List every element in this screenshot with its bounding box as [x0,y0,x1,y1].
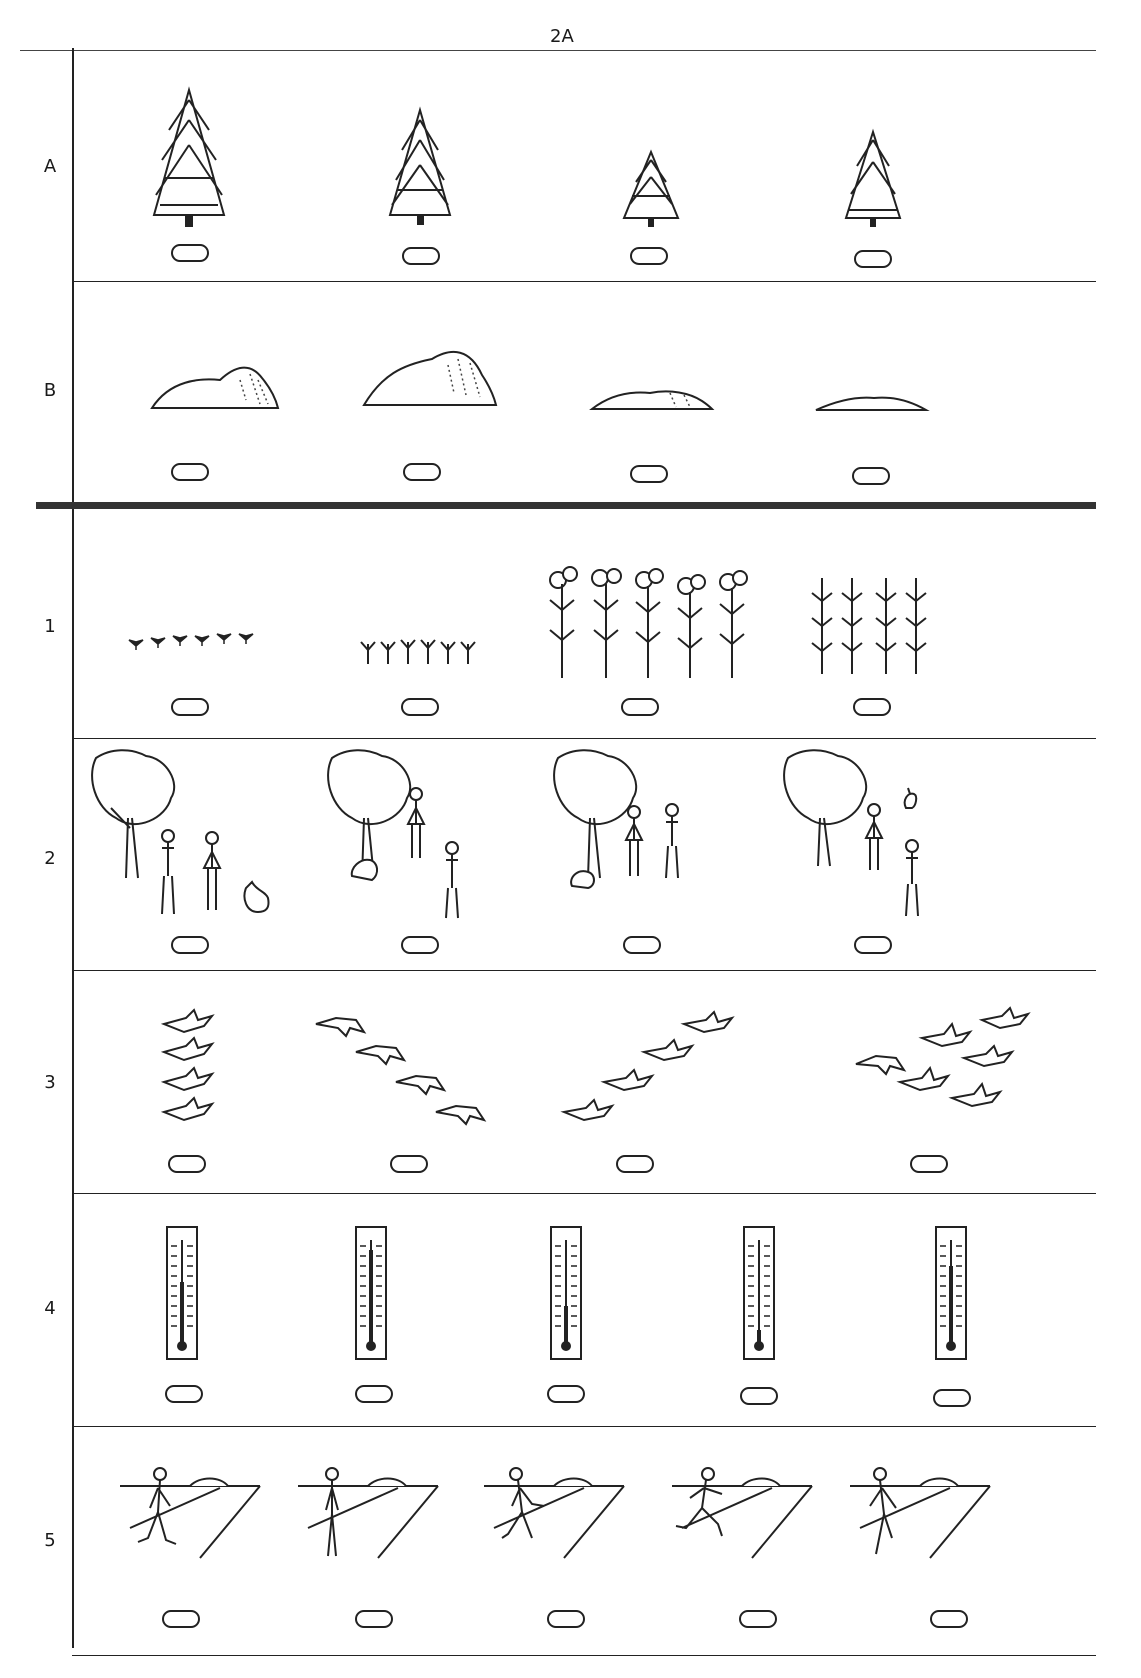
row-label-4: 4 [44,1298,56,1319]
answer-bubble-b-2[interactable] [403,463,441,481]
pile-small-picture [590,385,714,411]
tree-small-picture [620,152,682,232]
page-label: 2A [550,26,574,47]
row-divider [72,1426,1096,1427]
answer-bubble-3-1[interactable] [168,1155,206,1173]
answer-bubble-3-2[interactable] [390,1155,428,1173]
birds-descending-picture [312,1010,482,1130]
row-label-2: 2 [44,848,56,869]
park-scene-2-picture [322,748,492,918]
answer-bubble-1-4[interactable] [853,698,891,716]
tree-medium-picture [382,110,458,230]
park-scene-3-picture [548,748,718,898]
answer-bubble-b-4[interactable] [852,467,890,485]
row-label-a: A [43,156,57,177]
answer-bubble-4-3[interactable] [547,1385,585,1403]
answer-bubble-2-2[interactable] [401,936,439,954]
answer-bubble-4-2[interactable] [355,1385,393,1403]
row-divider [72,281,1096,282]
answer-bubble-b-1[interactable] [171,463,209,481]
row-label-3: 3 [44,1072,56,1093]
row-divider [72,970,1096,971]
answer-bubble-a-3[interactable] [630,247,668,265]
answer-bubble-1-2[interactable] [401,698,439,716]
row-label-b: B [43,380,57,401]
answer-bubble-a-1[interactable] [171,244,209,262]
answer-bubble-4-5[interactable] [933,1389,971,1407]
answer-bubble-5-4[interactable] [739,1610,777,1628]
answer-bubble-4-4[interactable] [740,1387,778,1405]
answer-bubble-5-1[interactable] [162,1610,200,1628]
thermometer-2-picture [355,1226,387,1360]
top-rule [20,50,1096,51]
park-scene-1-picture [86,748,276,918]
tree-medium-small-picture [840,132,906,232]
row-divider [72,738,1096,739]
thermometer-5-picture [935,1226,967,1360]
answer-bubble-5-5[interactable] [930,1610,968,1628]
birds-ascending-picture [560,1010,730,1130]
pile-large-picture [150,360,280,410]
walker-4-picture [672,1468,822,1568]
flowering-plants-picture [538,570,758,680]
answer-bubble-5-2[interactable] [355,1610,393,1628]
answer-bubble-2-3[interactable] [623,936,661,954]
walker-1-picture [120,1468,280,1568]
answer-bubble-4-1[interactable] [165,1385,203,1403]
answer-bubble-1-1[interactable] [171,698,209,716]
thermometer-4-picture [743,1226,775,1360]
row-divider [72,1193,1096,1194]
walker-3-picture [484,1468,634,1568]
answer-bubble-b-3[interactable] [630,465,668,483]
walker-2-picture [298,1468,448,1568]
thermometer-1-picture [166,1226,198,1360]
tree-large-picture [144,90,234,230]
thermometer-3-picture [550,1226,582,1360]
answer-bubble-3-3[interactable] [616,1155,654,1173]
row-label-1: 1 [44,616,56,637]
birds-scattered-picture [852,1008,1032,1118]
answer-bubble-2-4[interactable] [854,936,892,954]
sprouts-picture [126,626,256,652]
practice-divider [36,502,1096,509]
answer-bubble-2-1[interactable] [171,936,209,954]
leafy-plants-picture [808,576,932,676]
row-label-5: 5 [44,1530,56,1551]
birds-vertical-picture [160,1010,220,1130]
row-divider [72,1655,1096,1656]
pile-smallest-picture [814,392,928,412]
label-column-rule [72,48,74,1648]
answer-bubble-5-3[interactable] [547,1610,585,1628]
answer-bubble-a-2[interactable] [402,247,440,265]
pile-largest-picture [362,345,498,407]
walker-5-picture [850,1468,1000,1568]
seedlings-picture [358,630,478,666]
park-scene-4-picture [778,748,938,918]
answer-bubble-3-4[interactable] [910,1155,948,1173]
answer-bubble-1-3[interactable] [621,698,659,716]
answer-bubble-a-4[interactable] [854,250,892,268]
